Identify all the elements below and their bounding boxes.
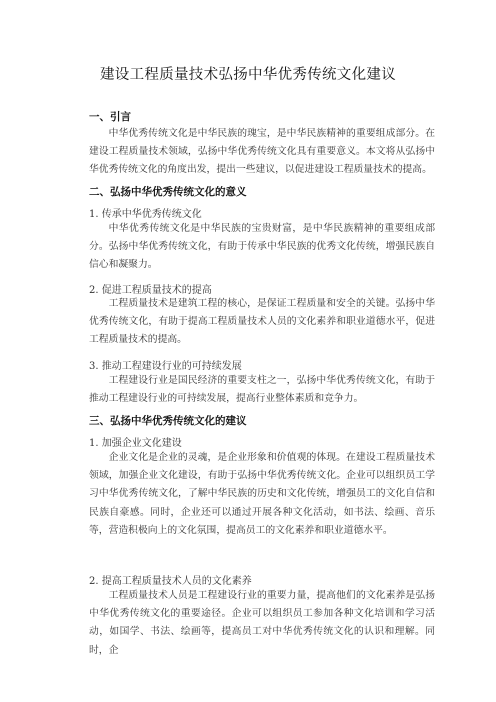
paragraph-inherit-culture: 中华优秀传统文化是中华民族的宝贵财富，是中华民族精神的重要组成部分。弘扬中华优秀传统文化，有助于传承中华民族的优秀文化传统，增强民族自信心和凝聚力。 bbox=[89, 223, 435, 271]
subheading-inherit-culture: 1. 传承中华优秀传统文化 bbox=[89, 209, 202, 220]
paragraph-cultural-literacy: 工程质量技术人员是工程建设行业的重要力量，提高他们的文化素养是弘扬中华优秀传统文化的重要途径。企业可以组织员工参加各种文化培训和学习活动，如国学、书法、绘画等，提高员工对中华优秀传统文化的认识和理解。同时，企 bbox=[89, 590, 435, 656]
subheading-sustainable-development: 3. 推动工程建设行业的可持续发展 bbox=[89, 361, 242, 372]
section-heading-intro: 一、引言 bbox=[89, 111, 131, 123]
subheading-corporate-culture: 1. 加强企业文化建设 bbox=[89, 438, 182, 449]
paragraph-improve-quality: 工程质量技术是建筑工程的核心，是保证工程质量和安全的关键。弘扬中华优秀传统文化，有助于提高工程质量技术人员的文化素养和职业道德水平，促进工程质量技术的提高。 bbox=[89, 298, 435, 346]
section-heading-significance: 二、弘扬中华优秀传统文化的意义 bbox=[89, 186, 247, 198]
paragraph-corporate-culture: 企业文化是企业的灵魂，是企业形象和价值观的体现。在建设工程质量技术领域，加强企业文化建设，有助于弘扬中华优秀传统文化。企业可以组织员工学习中华优秀传统文化，了解中华民族的历史和文化传统，增强员工的文化自信和民族自豪感。同时，企业还可以通过开展各种文化活动，如书法、绘画、音乐等，营造积极向上的文化氛围，提高员工的文化素养和职业道德水平。 bbox=[89, 452, 435, 536]
document-title: 建设工程质量技术弘扬中华优秀传统文化建议 bbox=[100, 67, 396, 83]
section-heading-suggestions: 三、弘扬中华优秀传统文化的建议 bbox=[89, 415, 247, 427]
paragraph-sustainable-development: 工程建设行业是国民经济的重要支柱之一，弘扬中华优秀传统文化，有助于推动工程建设行业的可持续发展，提高行业整体素质和竞争力。 bbox=[89, 375, 435, 405]
paragraph-intro: 中华优秀传统文化是中华民族的瑰宝，是中华民族精神的重要组成部分。在建设工程质量技术领域，弘扬中华优秀传统文化具有重要意义。本文将从弘扬中华优秀传统文化的角度出发，提出一些建议，以促进建设工程质量技术的提高。 bbox=[89, 128, 435, 176]
subheading-cultural-literacy: 2. 提高工程质量技术人员的文化素养 bbox=[89, 576, 252, 587]
subheading-improve-quality: 2. 促进工程质量技术的提高 bbox=[89, 285, 212, 296]
